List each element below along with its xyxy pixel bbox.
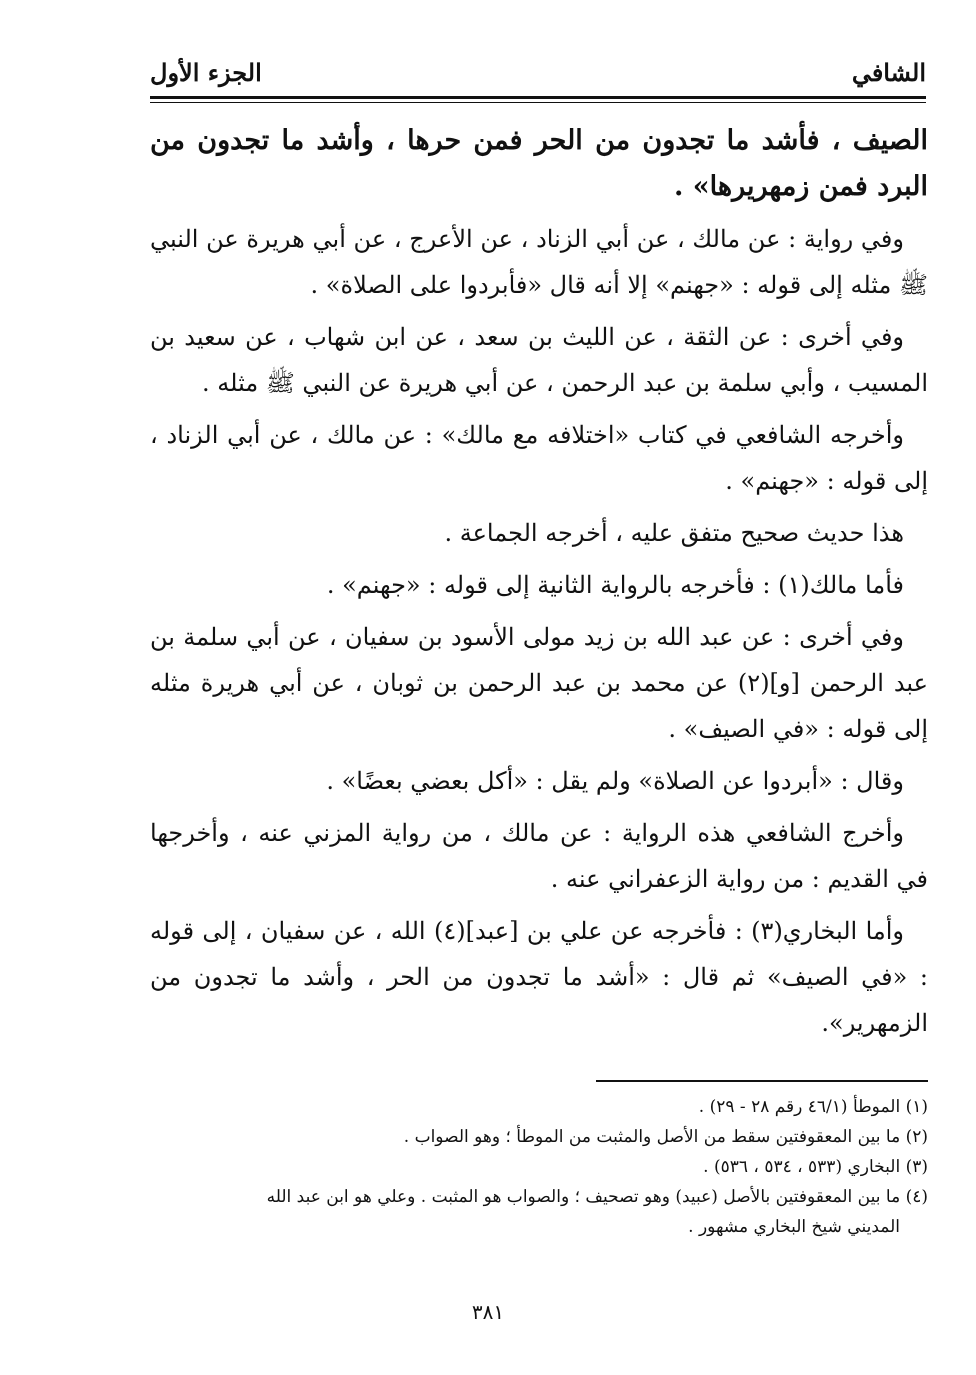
main-text <box>150 118 928 1052</box>
footnote-rule <box>596 1080 928 1082</box>
paragraph: وقال : «أبردوا عن الصلاة» ولم يقل : «أكل بعضي بعضًا» . <box>326 767 904 795</box>
footnote: (٢) ما بين المعقوفتين سقط من الأصل والمثبت من الموطأ ؛ وهو الصواب . <box>403 1127 928 1147</box>
footnotes <box>160 1092 928 1242</box>
header-rule <box>150 96 926 99</box>
book-title: الشافي <box>851 58 926 87</box>
footnote: (١) الموطأ (٤٦/١ رقم ٢٨ - ٢٩) . <box>698 1097 928 1117</box>
volume-label: الجزء الأول <box>150 58 262 87</box>
paragraph: وفي رواية : عن مالك ، عن أبي الزناد ، عن الأعرج ، عن أبي هريرة عن النبي ﷺ مثله إلى قوله : «جهنم» إلا أنه قال «فأبردوا على الصلاة» . <box>150 225 928 299</box>
footnote: (٤) ما بين المعقوفتين بالأصل (عبيد) وهو تصحيف ؛ والصواب هو المثبت . وعلي هو ابن عبد الله <box>266 1187 928 1207</box>
paragraph: فأما مالك(١) : فأخرجه بالرواية الثانية إلى قوله : «جهنم» . <box>326 571 904 599</box>
header-rule-thin <box>150 102 926 103</box>
paragraph: الصيف ، فأشد ما تجدون من الحر فمن حرها ، وأشد ما تجدون من البرد فمن زمهريرها» . <box>150 125 928 202</box>
paragraph: هذا حديث صحيح متفق عليه ، أخرجه الجماعة . <box>444 519 904 547</box>
footnote: (٣) البخاري (٥٣٣ ، ٥٣٤ ، ٥٣٦) . <box>703 1157 928 1177</box>
page-number: ٣٨١ <box>471 1300 505 1324</box>
paragraph: وأخرجه الشافعي في كتاب «اختلافه مع مالك» : عن مالك ، عن أبي الزناد ، إلى قوله : «جهنم» . <box>150 421 928 495</box>
footnote-continuation: المديني شيخ البخاري مشهور . <box>688 1217 900 1237</box>
running-header <box>150 58 926 94</box>
paragraph: وفي أخرى : عن الثقة ، عن الليث بن سعد ، عن ابن شهاب ، عن سعيد بن المسيب ، وأبي سلمة بن عبد الرحمن ، عن أبي هريرة عن النبي ﷺ مثله . <box>150 323 928 397</box>
paragraph: وفي أخرى : عن عبد الله بن زيد مولى الأسود بن سفيان ، عن أبي سلمة بن عبد الرحمن [و](٢) عن محمد بن عبد الرحمن بن ثوبان ، عن أبي هريرة مثله إلى قوله : «في الصيف» . <box>150 623 928 743</box>
paragraph: وأما البخاري(٣) : فأخرجه عن علي بن [عبد](٤) الله ، عن سفيان ، إلى قوله : «في الصيف» ثم قال : «أشد ما تجدون من الحر ، وأشد ما تجدون من الزمهرير». <box>150 917 928 1037</box>
paragraph: وأخرج الشافعي هذه الرواية : عن مالك ، من رواية المزني عنه ، وأخرجها في القديم : من رواية الزعفراني عنه . <box>150 819 928 893</box>
